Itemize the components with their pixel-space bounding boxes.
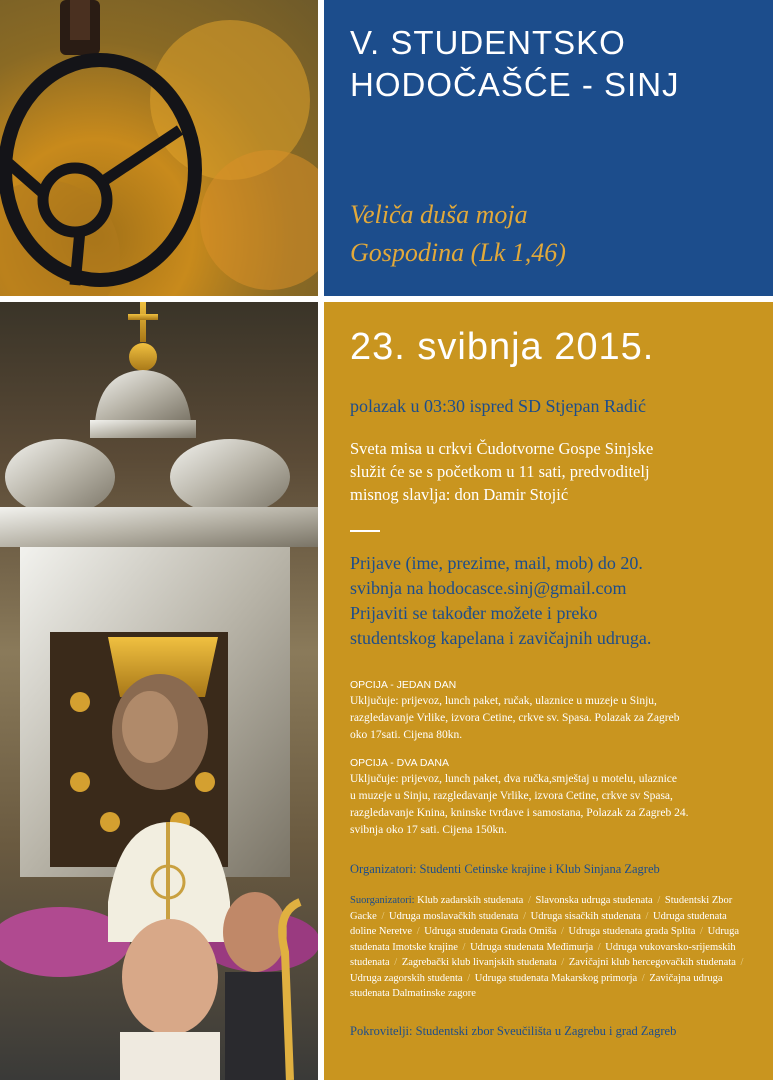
organizers: Organizatori: Studenti Cetinske krajine i Klub Sinjana Zagreb: [350, 862, 660, 876]
separator: /: [654, 895, 663, 906]
co-organizer-item: Klub zadarskih studenata: [417, 895, 524, 906]
photo-iron-ring: [0, 0, 318, 296]
separator: /: [459, 941, 469, 953]
registration-info: [350, 551, 770, 651]
co-organizer-item: Udruga studenata doline Neretve: [350, 910, 727, 937]
mass-line: Sveta misa u crkvi Čudotvorne Gospe Sinjske: [350, 439, 654, 458]
co-organizer-item: Zavičajna udruga studenata Dalmatinske zagore: [350, 972, 723, 999]
co-organizers-list: [350, 895, 745, 999]
option-line: Uključuje: prijevoz, lunch paket, ručak, ulaznice u muzeje u Sinju,: [350, 695, 657, 707]
separator: /: [639, 972, 648, 984]
co-organizer-item: Udruga studenata Međimurja: [470, 941, 594, 953]
co-organizers: [350, 893, 750, 1002]
patrons: Pokrovitelji: Studentski zbor Sveučilišta u Zagrebu i grad Zagreb: [350, 1024, 677, 1038]
option-two-day-text: [350, 771, 770, 839]
registration-line: Prijaviti se također možete i preko: [350, 603, 598, 623]
event-title-line: HODOČAŠĆE - SINJ: [350, 66, 680, 103]
iron-ring-icon: [0, 0, 318, 296]
option-line: razgledavanje Vrlike, izvora Cetine, crkve sv. Spasa. Polazak za Zagreb: [350, 712, 680, 724]
header-panel: [324, 0, 773, 296]
separator: /: [737, 957, 744, 968]
co-organizer-item: Udruga zagorskih studenta: [350, 972, 463, 984]
option-line: u muzeje u Sinju, razgledavanje Vrlike, izvora Cetine, crkve sv Spasa,: [350, 790, 673, 802]
option-line: razgledavanje Knina, kninske tvrđave i samostana, Polazak za Zagreb 24.: [350, 807, 689, 819]
divider: [350, 530, 380, 532]
separator: /: [378, 910, 387, 922]
co-organizers-label: Suorganizatori:: [350, 895, 415, 906]
co-organizer-item: Udruga studenata Imotske krajine: [350, 926, 740, 953]
co-organizer-item: Udruga moslavačkih studenata: [389, 910, 519, 922]
motto: [350, 196, 760, 272]
co-organizer-item: Studentski Zbor Gacke: [350, 895, 733, 922]
mass-line: misnog slavlja: don Damir Stojić: [350, 485, 569, 504]
registration-line: Prijave (ime, prezime, mail, mob) do 20.: [350, 553, 643, 573]
separator: /: [414, 926, 423, 937]
co-organizer-item: Udruga studenata Makarskog primorja: [474, 972, 638, 984]
co-organizer-item: Udruga vukovarsko-srijemskih studenata: [350, 941, 736, 968]
registration-line: studentskog kapelana i zavičajnih udruga.: [350, 628, 652, 648]
motto-line: Gospodina (Lk 1,46): [350, 238, 566, 267]
co-organizer-item: Zavičajni klub hercegovačkih studenata: [568, 957, 736, 968]
option-one-day-title: OPCIJA - JEDAN DAN: [350, 679, 457, 691]
event-title: [350, 22, 760, 106]
separator: /: [464, 972, 473, 984]
separator: /: [697, 926, 706, 937]
option-line: svibnja oko 17 sati. Cijena 150kn.: [350, 824, 507, 836]
mass-info: [350, 437, 768, 506]
info-panel: [324, 302, 773, 1080]
separator: /: [595, 941, 604, 953]
mass-line: služit će se s početkom u 11 sati, predvoditelj: [350, 462, 650, 481]
co-organizer-item: Slavonska udruga studenata: [535, 895, 653, 906]
option-line: Uključuje: prijevoz, lunch paket, dva ručka,smještaj u motelu, ulaznice: [350, 773, 678, 785]
motto-line: Veliča duša moja: [350, 200, 528, 229]
registration-line: svibnja na hodocasce.sinj@gmail.com: [350, 578, 627, 598]
co-organizer-item: Udruga sisačkih studenata: [530, 910, 641, 922]
co-organizer-item: Udruga studenata grada Splita: [568, 926, 696, 937]
option-two-day-title: OPCIJA - DVA DANA: [350, 757, 449, 769]
co-organizer-item: Udruga studenata Grada Omiša: [424, 926, 557, 937]
separator: /: [642, 910, 652, 922]
option-line: oko 17sati. Cijena 80kn.: [350, 729, 463, 741]
option-one-day-text: [350, 693, 770, 744]
departure-info: polazak u 03:30 ispred SD Stjepan Radić: [350, 396, 646, 416]
photo-madonna-procession: [0, 302, 318, 1080]
separator: /: [558, 926, 567, 937]
separator: /: [391, 957, 400, 968]
separator: /: [525, 895, 534, 906]
madonna-icon: [0, 302, 318, 1080]
separator: /: [558, 957, 567, 968]
separator: /: [520, 910, 529, 922]
event-date: 23. svibnja 2015.: [350, 326, 655, 368]
event-title-line: V. STUDENTSKO: [350, 24, 626, 61]
co-organizer-item: Zagrebački klub livanjskih studenata: [401, 957, 557, 968]
